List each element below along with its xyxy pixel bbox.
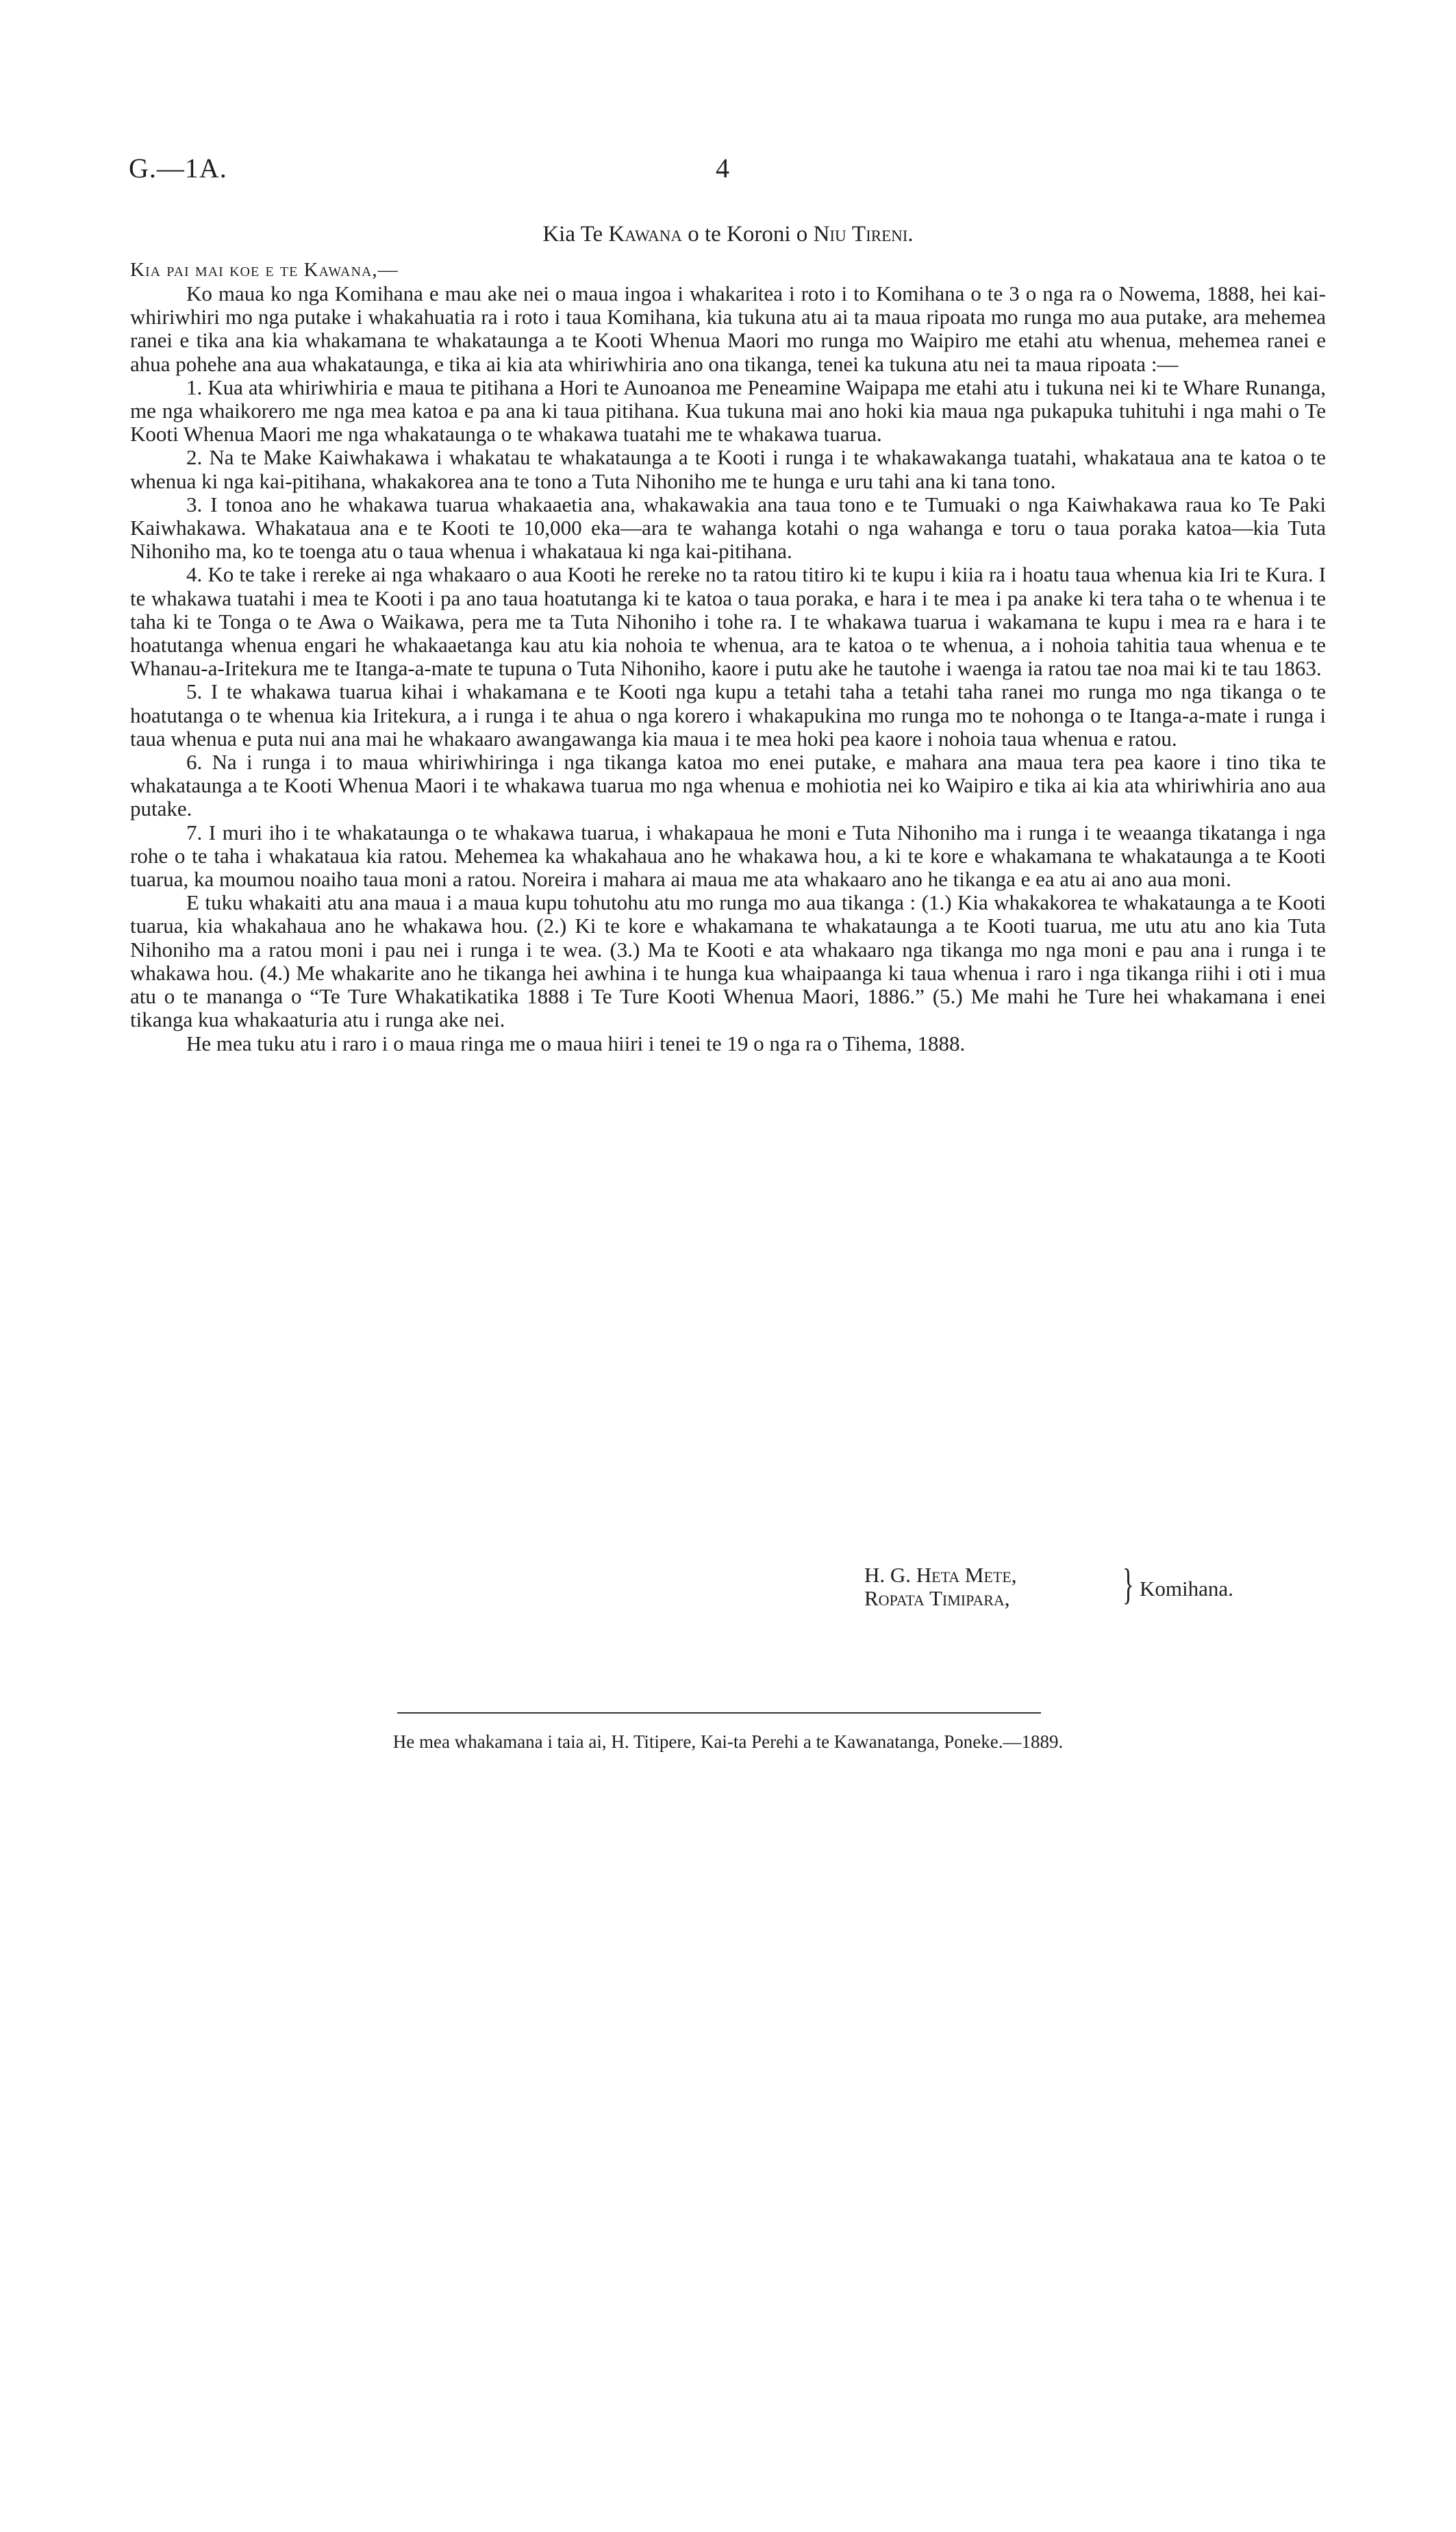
closing-line: He mea tuku atu i raro i o maua ringa me o maua hiiri i tenei te 19 o nga ra o Tihema, 1888. <box>186 1031 966 1055</box>
signatory-name: H. G. Heta Mete, <box>864 1563 1017 1587</box>
signatures <box>864 1564 1017 1610</box>
signature-brace: } <box>1122 1559 1134 1608</box>
footer-divider <box>397 1712 1041 1714</box>
printer-imprint: He mea whakamana i taia ai, H. Titipere, Kai-ta Perehi a te Kawanatanga, Poneke.—1889. <box>392 1731 1064 1752</box>
title-part: Niu <box>813 222 846 247</box>
signatory-role: Komihana. <box>1140 1577 1233 1601</box>
letter-title <box>0 222 1456 247</box>
paragraph: 2. Na te Make Kaiwhakawa i whakatau te whakataunga a te Kooti i runga i te whakawakanga tuatahi, whakataua ana te katoa o te whenua ki nga kai-pitihana, whakakorea ana te tono a Tuta Nihoniho me te hunga e uru tahi ana ki tana tono. <box>130 445 1326 493</box>
title-part: Tireni. <box>851 222 914 247</box>
signatory-name: Ropata Timipara, <box>864 1586 1010 1610</box>
paragraph: 5. I te whakawa tuarua kihai i whakamana e te Kooti nga kupu a tetahi taha a tetahi taha ranei mo runga mo nga tikanga o te hoatutanga o te whenua kia Iritekura, a i runga i te ahua o nga korero i whakapukina mo runga mo te nohonga o te Itanga-a-mate i runga i taua whenua e puta nui ana mai he whakaaro awangawanga kia maua i te mea hoki pea kaore i nohoia taua whenua e ratou. <box>130 679 1326 751</box>
paragraph: 3. I tonoa ano he whakawa tuarua whakaaetia ana, whakawakia ana taua tono e te Tumuaki o nga Kaiwhakawa raua ko Te Paki Kaiwhakawa. Whakataua ana e te Kooti te 10,000 eka—ara te wahanga kotahi o nga wahanga e toru o taua poraka katoa—kia Tuta Nihoniho ma, ko te toenga atu o taua whenua i whakataua ki nga kai-pitihana. <box>130 492 1326 564</box>
title-part <box>846 222 852 247</box>
letter-body <box>130 282 1326 1055</box>
paragraph: 4. Ko te take i rereke ai nga whakaaro o aua Kooti he rereke no ta ratou titiro ki te kupu i kiia ra i hoatu taua whenua kia Iri te Kura. I te whakawa tuatahi i mea te Kooti i pa ano taua hoatutanga ki te katoa o taua poraka, e hara i te mea i pa anake ki tera taha o te whenua i te taha ki te Tonga o te Awa o Waikawa, pera me ta Tuta Nihoniho i tohe ra. I te whakawa tuarua i wakamana te kupu i mea ra e hara i te hoatutanga whenua engari he whakaaetanga kau atu kia nohoia te whenua, ara te katoa o te whenua, a i nohoia tahitia taua whenua e te Whanau-a-Iritekura me te Itanga-a-mate te tupuna o Tuta Nihoniho, kaore i putu ake he tautohe i waenga ia ratou tae noa mai ki te tau 1863. <box>130 562 1326 681</box>
paragraph: 7. I muri iho i te whakataunga o te whakawa tuarua, i whakapaua he moni e Tuta Nihoniho ma i runga i te weaanga tikatanga i nga rohe o te taha i whakataua kia ratou. Mehemea ka whakahaua ano he whakawa hou, a ki te kore e whakamana te whakataunga a te Kooti tuarua, ka moumou noaiho taua moni a ratou. Noreira i mahara ai maua me ata whakaaro ano he tikanga e ea atu ai ano aua moni. <box>130 820 1326 892</box>
salutation: Kia pai mai koe e te Kawana,— <box>130 259 399 281</box>
title-part: o te Koroni o <box>682 222 814 247</box>
paragraph: 6. Na i runga i to maua whiriwhiringa i nga tikanga katoa mo enei putake, e mahara ana maua tera pea kaore i tino tika te whakataunga a te Kooti Whenua Maori i te whakawa tuarua mo nga whenua e mohiotia nei ko Waipiro e tika ai kia ata whiriwhiria ano aua putake. <box>130 750 1326 821</box>
title-part: Kawana <box>608 222 682 247</box>
document-reference: G.—1A. <box>129 153 227 184</box>
title-part: Kia Te <box>542 222 609 247</box>
paragraph: E tuku whakaiti atu ana maua i a maua kupu tohutohu atu mo runga mo aua tikanga : (1.) Kia whakakorea te whakataunga a te Kooti tuarua, kia whakahaua ano he whakawa hou. (2.) Ki te kore e whakamana te whakataunga a te Kooti tuarua, me utu atu ano kia Tuta Nihoniho ma a ratou moni i pau nei i runga i te wea. (3.) Ma te Kooti e ata whakaaro nga tikanga mo nga moni e pau ana i runga i te whakawa hou. (4.) Me whakarite ano he tikanga hei awhina i te hunga kua whaipaanga ki taua whenua i raro i nga tikanga riihi i oti i mua atu o te mananga o “Te Ture Whakatikatika 1888 i Te Ture Kooti Whenua Maori, 1886.” (5.) Me mahi he Ture hei whakamana i enei tikanga kua whakaaturia atu i runga ake nei. <box>130 890 1326 1032</box>
page-number: 4 <box>716 153 729 184</box>
paragraph: Ko maua ko nga Komihana e mau ake nei o maua ingoa i whakaritea i roto i to Komihana o te 3 o nga ra o Nowema, 1888, hei kai-whiriwhiri mo nga putake i whakahuatia ra i roto i taua Komihana, kia tukuna atu ai ta maua ripoata mo runga mo aua putake, ara mehemea ranei e tika ana kia whakamana te whakataunga a te Kooti Whenua Maori mo runga mo Waipiro me etahi atu whenua, mehemea ranei e ahua pohehe ana aua whakataunga, e tika ai kia ata whiriwhiria ano ona tikanga, tenei ka tukuna atu nei ta maua ripoata :— <box>130 281 1326 376</box>
paragraph: 1. Kua ata whiriwhiria e maua te pitihana a Hori te Aunoanoa me Peneamine Waipapa me etahi atu i tukuna nei ki te Whare Runanga, me nga whaikorero me nga mea katoa e pa ana ki taua pitihana. Kua tukuna mai ano hoki kia maua nga pukapuka tuhituhi i nga mahi o Te Kooti Whenua Maori me nga whakataunga o te whakawa tuatahi me te whakawa tuarua. <box>130 375 1326 447</box>
